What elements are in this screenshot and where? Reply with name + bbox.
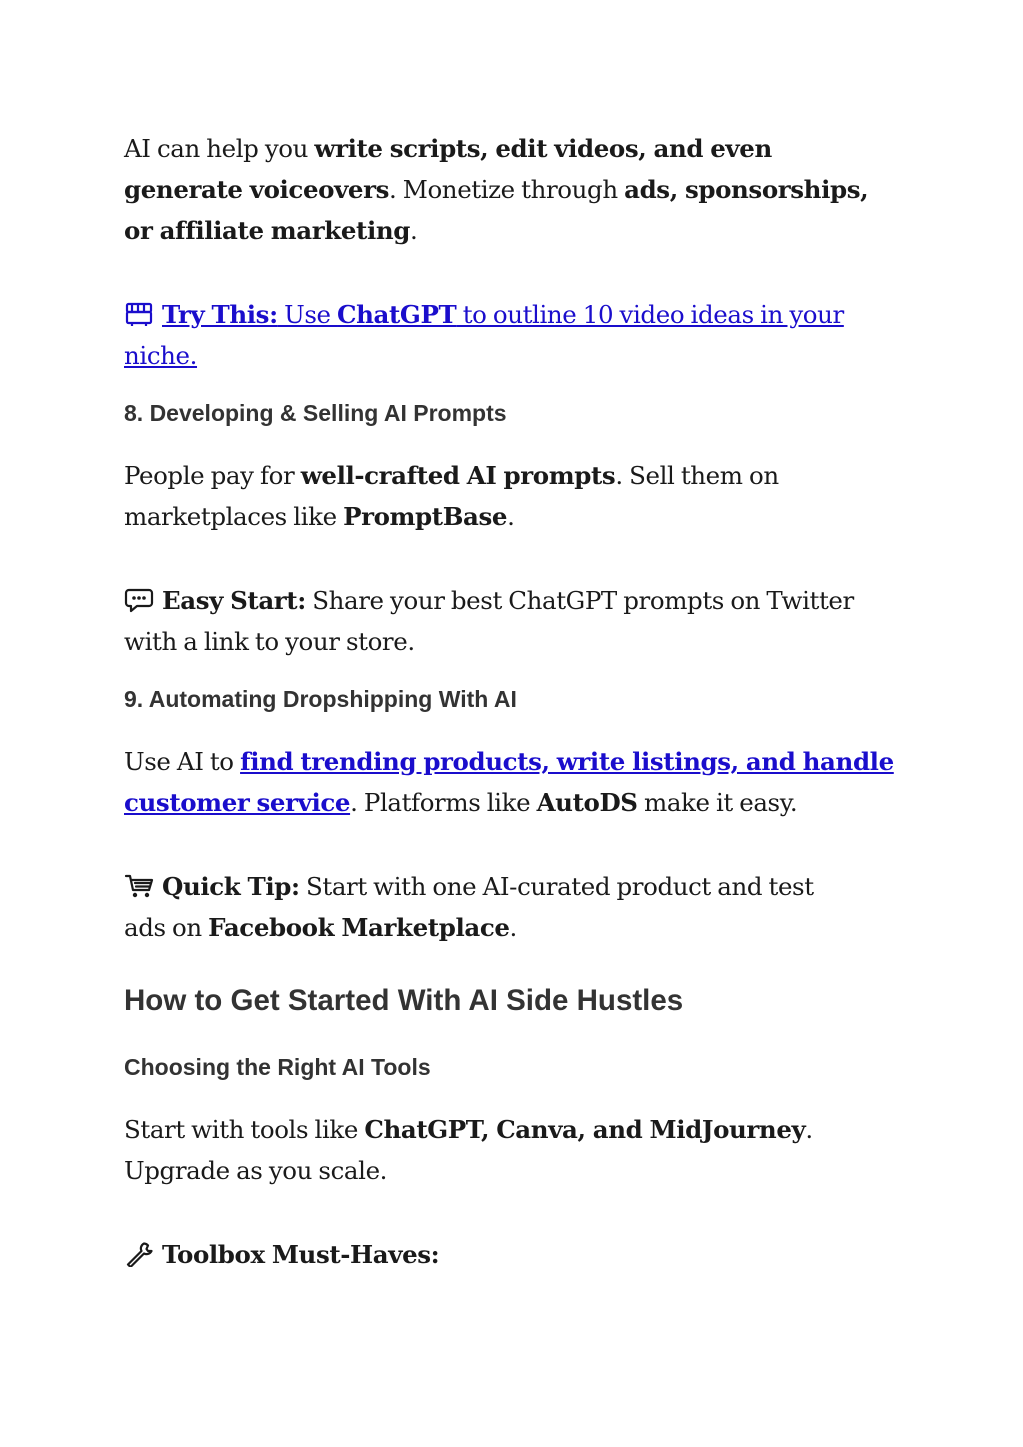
text: Share your best ChatGPT prompts on Twitter with a link to your store. xyxy=(124,586,854,656)
bold-text: well-crafted AI prompts xyxy=(300,461,616,490)
tip-easy-start xyxy=(124,580,894,662)
text: Start with tools like xyxy=(124,1115,365,1144)
text: Use xyxy=(277,300,338,329)
toolbox-must-haves xyxy=(124,1234,904,1275)
bold-text: write scripts, edit videos, and even generate voiceovers xyxy=(124,134,772,204)
text: . Sell them on marketplaces like xyxy=(124,461,779,531)
dropshipping-link[interactable]: find trending products, write listings, and handle customer service xyxy=(124,747,894,817)
heading-get-started: How to Get Started With AI Side Hustles xyxy=(124,984,684,1017)
tip-try-this[interactable] xyxy=(124,294,914,376)
text: Use AI to xyxy=(124,747,241,776)
film-projector-icon xyxy=(124,301,154,327)
text: . Monetize through xyxy=(389,175,625,204)
tip-quick-tip xyxy=(124,866,844,948)
text: . xyxy=(507,502,515,531)
text: . xyxy=(410,216,418,245)
text: Start with one AI-curated product and test ads on xyxy=(124,872,814,942)
try-this-label: Try This: xyxy=(162,300,278,329)
bold-text: Facebook Marketplace xyxy=(208,913,510,942)
paragraph-tools xyxy=(124,1109,844,1191)
text: make it easy. xyxy=(637,788,798,817)
bold-text: PromptBase xyxy=(343,502,508,531)
shopping-cart-icon xyxy=(124,873,154,899)
toolbox-label: Toolbox Must-Haves: xyxy=(162,1240,440,1269)
text: to outline 10 video ideas in your niche. xyxy=(124,300,844,370)
text: . Platforms like xyxy=(350,788,537,817)
heading-dropshipping: 9. Automating Dropshipping With AI xyxy=(124,686,517,712)
bold-text: AutoDS xyxy=(536,788,638,817)
try-this-link[interactable] xyxy=(124,300,844,370)
quick-tip-label: Quick Tip: xyxy=(162,872,300,901)
paragraph-dropshipping xyxy=(124,741,894,823)
speech-bubble-icon xyxy=(124,587,154,613)
bold-text: ads, sponsorships, or affiliate marketing xyxy=(124,175,869,245)
paragraph-ai-prompts xyxy=(124,455,804,537)
bold-text: ChatGPT xyxy=(337,300,457,329)
paragraph-content-creation xyxy=(124,128,894,251)
text: . Upgrade as you scale. xyxy=(124,1115,813,1185)
wrench-icon xyxy=(124,1241,154,1267)
article-content xyxy=(124,128,904,1275)
text: People pay for xyxy=(124,461,301,490)
bold-text: ChatGPT, Canva, and MidJourney xyxy=(364,1115,806,1144)
text: . xyxy=(509,913,517,942)
easy-start-label: Easy Start: xyxy=(162,586,306,615)
heading-choosing-tools: Choosing the Right AI Tools xyxy=(124,1054,431,1080)
heading-ai-prompts: 8. Developing & Selling AI Prompts xyxy=(124,400,507,426)
text: AI can help you xyxy=(124,134,315,163)
